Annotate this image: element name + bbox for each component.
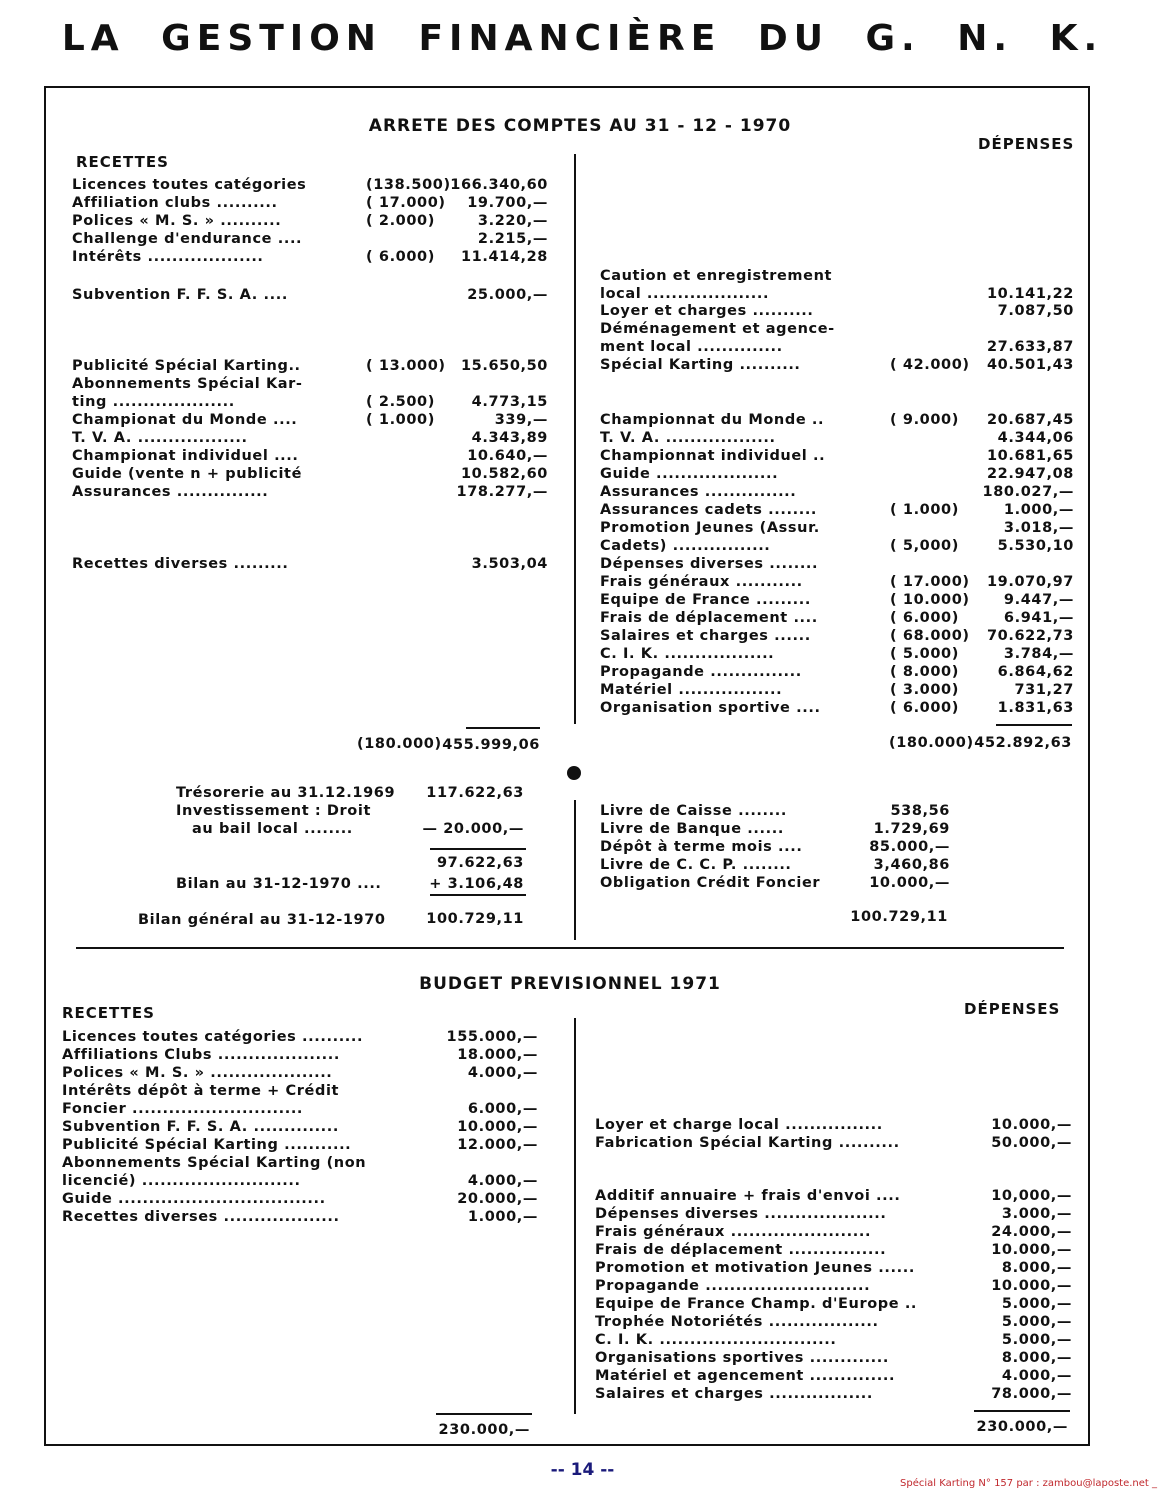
depense-row-amount: 1.831,63 bbox=[997, 700, 1074, 716]
depense-row-label: Loyer et charges .......... bbox=[600, 303, 814, 319]
depense-row-label: Equipe de France ......... bbox=[600, 592, 811, 608]
budget-depense-row-label: Frais généraux ....................... bbox=[595, 1224, 872, 1240]
treso-left-row-amount: 97.622,63 bbox=[436, 855, 524, 871]
depense-row-amount: 7.087,50 bbox=[997, 303, 1074, 319]
depense-row-amount: 22.947,08 bbox=[986, 466, 1074, 482]
depense-row-label: Caution et enregistrement bbox=[600, 268, 833, 284]
budget-recette-row-amount: 12.000,— bbox=[457, 1137, 538, 1153]
treso-right-row-label: Dépôt à terme mois .... bbox=[600, 839, 803, 855]
depense-row-label: Frais de déplacement .... bbox=[600, 610, 818, 626]
recette-row-amount: 178.277,— bbox=[456, 484, 548, 500]
depense-row-paren: ( 6.000) bbox=[890, 700, 959, 716]
recette-row-label: Assurances ............... bbox=[72, 484, 269, 500]
page-number: -- 14 -- bbox=[550, 1460, 615, 1480]
budget-recette-row-amount: 1.000,— bbox=[467, 1209, 538, 1225]
recette-row-label: Intérêts ................... bbox=[72, 249, 264, 265]
recette-row-paren: ( 2.000) bbox=[366, 213, 435, 229]
recette-row-label: Abonnements Spécial Kar- bbox=[72, 376, 303, 392]
depense-row-label: Championnat du Monde .. bbox=[600, 412, 825, 428]
recettes-total-paren: (180.000) bbox=[357, 736, 442, 752]
budget-depense-row-amount: 8.000,— bbox=[1001, 1260, 1072, 1276]
recette-row-amount: 10.582,60 bbox=[460, 466, 548, 482]
budget-depense-row-label: Frais de déplacement ................ bbox=[595, 1242, 887, 1258]
budget-recette-row-label: Subvention F. F. S. A. .............. bbox=[62, 1119, 340, 1135]
recette-row-label: Challenge d'endurance .... bbox=[72, 231, 303, 247]
section1-treso-divider bbox=[574, 800, 576, 940]
treso-rule-1 bbox=[430, 848, 526, 850]
budget-depense-row-label: Dépenses diverses .................... bbox=[595, 1206, 887, 1222]
depense-row-paren: ( 8.000) bbox=[890, 664, 959, 680]
recette-row-amount: 3.220,— bbox=[477, 213, 548, 229]
section2-column-divider bbox=[574, 1018, 576, 1414]
treso-right-row-label: Livre de Banque ...... bbox=[600, 821, 784, 837]
depense-row-label: Cadets) ................ bbox=[600, 538, 771, 554]
recette-row-amount: 10.640,— bbox=[467, 448, 548, 464]
depense-row-paren: ( 17.000) bbox=[890, 574, 970, 590]
budget-depenses-total: 230.000,— bbox=[976, 1419, 1068, 1435]
section-separator bbox=[76, 947, 1064, 949]
budget-recette-row-amount: 155.000,— bbox=[446, 1029, 538, 1045]
depense-row-amount: 180.027,— bbox=[982, 484, 1074, 500]
depense-row-label: Frais généraux ........... bbox=[600, 574, 803, 590]
depense-row-amount: 10.141,22 bbox=[986, 286, 1074, 302]
budget-recette-row-amount: 4.000,— bbox=[467, 1173, 538, 1189]
section1-depenses-label: DÉPENSES bbox=[978, 135, 1075, 153]
budget-recette-row-amount: 18.000,— bbox=[457, 1047, 538, 1063]
budget-recette-row-label: Abonnements Spécial Karting (non bbox=[62, 1155, 367, 1171]
depense-row-label: Spécial Karting .......... bbox=[600, 357, 801, 373]
depense-row-amount: 3.784,— bbox=[1003, 646, 1074, 662]
depenses-total: 452.892,63 bbox=[974, 735, 1072, 751]
section1-recettes-label: RECETTES bbox=[76, 153, 169, 171]
treso-right-row-label: Livre de Caisse ........ bbox=[600, 803, 787, 819]
depense-row-label: Assurances cadets ........ bbox=[600, 502, 818, 518]
budget-recette-row-amount: 10.000,— bbox=[457, 1119, 538, 1135]
treso-left-row-amount: — 20.000,— bbox=[422, 821, 524, 837]
budget-depense-row-amount: 50.000,— bbox=[991, 1135, 1072, 1151]
recette-row-label: Guide (vente n + publicité bbox=[72, 466, 303, 482]
recette-row-amount: 4.343,89 bbox=[471, 430, 548, 446]
recette-row-amount: 11.414,28 bbox=[460, 249, 548, 265]
budget-recette-row-amount: 6.000,— bbox=[467, 1101, 538, 1117]
treso-left-row-amount: 117.622,63 bbox=[426, 785, 524, 801]
depense-row-amount: 70.622,73 bbox=[986, 628, 1074, 644]
depense-row-label: Promotion Jeunes (Assur. bbox=[600, 520, 820, 536]
credit-line[interactable]: Spécial Karting N° 157 par : zambou@laposte.net _ bbox=[900, 1478, 1157, 1489]
depense-row-label: ment local .............. bbox=[600, 339, 783, 355]
budget-recette-row-amount: 4.000,— bbox=[467, 1065, 538, 1081]
budget-depense-row-amount: 10.000,— bbox=[991, 1278, 1072, 1294]
recette-row-amount: 3.503,04 bbox=[471, 556, 548, 572]
budget-recette-row-label: Intérêts dépôt à terme + Crédit bbox=[62, 1083, 340, 1099]
recette-row-amount: 25.000,— bbox=[467, 287, 548, 303]
section1-heading: ARRETE DES COMPTES AU 31 - 12 - 1970 bbox=[368, 116, 792, 136]
budget-depense-row-amount: 3.000,— bbox=[1001, 1206, 1072, 1222]
section2-depenses-label: DÉPENSES bbox=[964, 1000, 1061, 1018]
depense-row-paren: ( 3.000) bbox=[890, 682, 959, 698]
budget-depense-row-amount: 10.000,— bbox=[991, 1242, 1072, 1258]
budget-depense-row-label: Loyer et charge local ................ bbox=[595, 1117, 883, 1133]
depense-row-paren: ( 5,000) bbox=[890, 538, 959, 554]
recette-row-label: Polices « M. S. » .......... bbox=[72, 213, 282, 229]
section2-heading: BUDGET PREVISIONNEL 1971 bbox=[419, 974, 721, 994]
recette-row-amount: 4.773,15 bbox=[471, 394, 548, 410]
depense-row-amount: 20.687,45 bbox=[986, 412, 1074, 428]
depense-row-amount: 5.530,10 bbox=[997, 538, 1074, 554]
budget-depense-row-label: Additif annuaire + frais d'envoi .... bbox=[595, 1188, 901, 1204]
recette-row-amount: 19.700,— bbox=[467, 195, 548, 211]
depense-row-label: Guide .................... bbox=[600, 466, 779, 482]
budget-depense-row-amount: 78.000,— bbox=[991, 1386, 1072, 1402]
budget-depense-row-label: Salaires et charges ................. bbox=[595, 1386, 874, 1402]
recette-row-paren: ( 13.000) bbox=[366, 358, 446, 374]
budget-depense-row-amount: 5.000,— bbox=[1001, 1314, 1072, 1330]
depense-row-paren: ( 68.000) bbox=[890, 628, 970, 644]
bullet-dot bbox=[567, 766, 581, 780]
budget-depense-row-label: C. I. K. ............................. bbox=[595, 1332, 837, 1348]
budget-depense-row-label: Trophée Notoriétés .................. bbox=[595, 1314, 879, 1330]
budget-recette-row-label: Recettes diverses ................... bbox=[62, 1209, 340, 1225]
recette-row-label: Licences toutes catégories bbox=[72, 177, 307, 193]
recette-row-label: T. V. A. .................. bbox=[72, 430, 248, 446]
budget-recettes-total: 230.000,— bbox=[438, 1422, 530, 1438]
depense-row-paren: ( 10.000) bbox=[890, 592, 970, 608]
recette-row-label: Publicité Spécial Karting.. bbox=[72, 358, 301, 374]
budget-recette-row-label: Guide .................................. bbox=[62, 1191, 326, 1207]
depense-row-amount: 4.344,06 bbox=[997, 430, 1074, 446]
treso-right-row-label: Livre de C. C. P. ........ bbox=[600, 857, 792, 873]
depense-row-amount: 1.000,— bbox=[1003, 502, 1074, 518]
depense-row-paren: ( 1.000) bbox=[890, 502, 959, 518]
budget-depense-row-amount: 4.000,— bbox=[1001, 1368, 1072, 1384]
depense-row-paren: ( 42.000) bbox=[890, 357, 970, 373]
treso-right-total: 100.729,11 bbox=[850, 909, 948, 925]
recette-row-amount: 166.340,60 bbox=[450, 177, 548, 193]
budget-recettes-rule bbox=[436, 1413, 532, 1415]
budget-depense-row-amount: 10,000,— bbox=[991, 1188, 1072, 1204]
budget-recette-row-label: Polices « M. S. » .................... bbox=[62, 1065, 333, 1081]
recettes-total: 455.999,06 bbox=[442, 737, 540, 753]
budget-depense-row-label: Equipe de France Champ. d'Europe .. bbox=[595, 1296, 918, 1312]
treso-left-row-label: Investissement : Droit bbox=[176, 803, 371, 819]
depense-row-label: Assurances ............... bbox=[600, 484, 797, 500]
depense-row-amount: 10.681,65 bbox=[986, 448, 1074, 464]
bilan-general-label: Bilan général au 31-12-1970 bbox=[138, 912, 386, 928]
recette-row-paren: ( 2.500) bbox=[366, 394, 435, 410]
depense-row-label: Matériel ................. bbox=[600, 682, 783, 698]
depenses-total-rule bbox=[996, 724, 1072, 726]
budget-recette-row-label: Foncier ............................ bbox=[62, 1101, 304, 1117]
recettes-total-rule bbox=[466, 727, 540, 729]
budget-depense-row-label: Fabrication Spécial Karting .......... bbox=[595, 1135, 900, 1151]
depense-row-amount: 6.941,— bbox=[1003, 610, 1074, 626]
section1-column-divider bbox=[574, 154, 576, 724]
bilan-general-amount: 100.729,11 bbox=[426, 911, 524, 927]
budget-depense-row-label: Organisations sportives ............. bbox=[595, 1350, 890, 1366]
depense-row-paren: ( 9.000) bbox=[890, 412, 959, 428]
budget-depense-row-amount: 8.000,— bbox=[1001, 1350, 1072, 1366]
budget-recette-row-amount: 20.000,— bbox=[457, 1191, 538, 1207]
budget-depense-row-amount: 5.000,— bbox=[1001, 1296, 1072, 1312]
depense-row-amount: 3.018,— bbox=[1003, 520, 1074, 536]
budget-depenses-rule bbox=[974, 1410, 1070, 1412]
treso-right-row-amount: 1.729,69 bbox=[873, 821, 950, 837]
budget-depense-row-label: Matériel et agencement .............. bbox=[595, 1368, 896, 1384]
section2-recettes-label: RECETTES bbox=[62, 1004, 155, 1022]
treso-right-row-amount: 538,56 bbox=[890, 803, 950, 819]
depense-row-label: Championnat individuel .. bbox=[600, 448, 826, 464]
budget-depense-row-label: Propagande ........................... bbox=[595, 1278, 871, 1294]
budget-depense-row-amount: 10.000,— bbox=[991, 1117, 1072, 1133]
treso-left-row-label: Bilan au 31-12-1970 .... bbox=[176, 876, 382, 892]
depense-row-label: C. I. K. .................. bbox=[600, 646, 775, 662]
recette-row-label: Subvention F. F. S. A. .... bbox=[72, 287, 288, 303]
recette-row-label: Affiliation clubs .......... bbox=[72, 195, 278, 211]
recette-row-amount: 339,— bbox=[494, 412, 548, 428]
treso-rule-2 bbox=[430, 894, 526, 896]
recette-row-label: ting .................... bbox=[72, 394, 235, 410]
treso-left-row-label: au bail local ........ bbox=[192, 821, 353, 837]
recette-row-paren: ( 6.000) bbox=[366, 249, 435, 265]
treso-right-row-amount: 85.000,— bbox=[869, 839, 950, 855]
depense-row-label: Organisation sportive .... bbox=[600, 700, 821, 716]
treso-right-row-label: Obligation Crédit Foncier bbox=[600, 875, 821, 891]
depense-row-label: Déménagement et agence- bbox=[600, 321, 835, 337]
treso-left-row-amount: + 3.106,48 bbox=[429, 876, 524, 892]
budget-recette-row-label: Publicité Spécial Karting ........... bbox=[62, 1137, 352, 1153]
depense-row-amount: 40.501,43 bbox=[986, 357, 1074, 373]
budget-recette-row-label: Affiliations Clubs .................... bbox=[62, 1047, 340, 1063]
recette-row-label: Recettes diverses ......... bbox=[72, 556, 289, 572]
recette-row-paren: ( 17.000) bbox=[366, 195, 446, 211]
recette-row-amount: 15.650,50 bbox=[460, 358, 548, 374]
recette-row-amount: 2.215,— bbox=[477, 231, 548, 247]
treso-left-row-label: Trésorerie au 31.12.1969 bbox=[176, 785, 396, 801]
depense-row-label: local .................... bbox=[600, 286, 770, 302]
depense-row-label: Salaires et charges ...... bbox=[600, 628, 811, 644]
budget-depense-row-label: Promotion et motivation Jeunes ...... bbox=[595, 1260, 915, 1276]
page-title: LA GESTION FINANCIÈRE DU G. N. K. bbox=[61, 18, 1104, 59]
depense-row-amount: 731,27 bbox=[1014, 682, 1074, 698]
depense-row-label: Dépenses diverses ........ bbox=[600, 556, 819, 572]
treso-right-row-amount: 3,460,86 bbox=[873, 857, 950, 873]
recette-row-paren: (138.500) bbox=[366, 177, 451, 193]
budget-depense-row-amount: 5.000,— bbox=[1001, 1332, 1072, 1348]
budget-recette-row-label: Licences toutes catégories .......... bbox=[62, 1029, 364, 1045]
depense-row-paren: ( 6.000) bbox=[890, 610, 959, 626]
recette-row-paren: ( 1.000) bbox=[366, 412, 435, 428]
depense-row-amount: 9.447,— bbox=[1003, 592, 1074, 608]
depense-row-amount: 19.070,97 bbox=[986, 574, 1074, 590]
budget-depense-row-amount: 24.000,— bbox=[991, 1224, 1072, 1240]
depense-row-label: Propagande ............... bbox=[600, 664, 802, 680]
depenses-total-paren: (180.000) bbox=[889, 735, 974, 751]
recette-row-label: Championat individuel .... bbox=[72, 448, 299, 464]
depense-row-label: T. V. A. .................. bbox=[600, 430, 776, 446]
depense-row-amount: 6.864,62 bbox=[997, 664, 1074, 680]
budget-recette-row-label: licencié) .......................... bbox=[62, 1173, 301, 1189]
depense-row-amount: 27.633,87 bbox=[986, 339, 1074, 355]
recette-row-label: Championat du Monde .... bbox=[72, 412, 298, 428]
depense-row-paren: ( 5.000) bbox=[890, 646, 959, 662]
treso-right-row-amount: 10.000,— bbox=[869, 875, 950, 891]
